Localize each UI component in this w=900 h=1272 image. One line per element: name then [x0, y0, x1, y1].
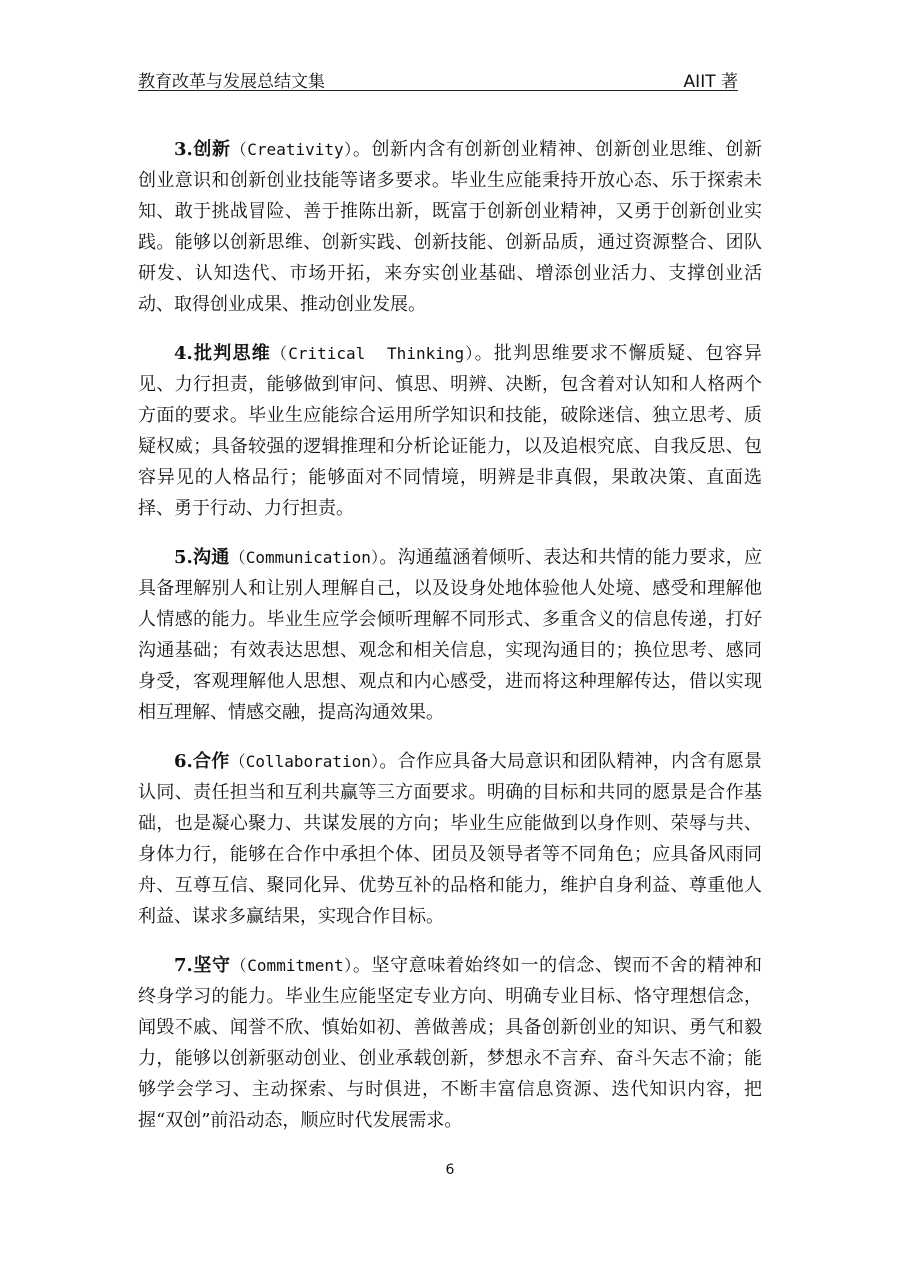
paragraph-body: 。批判思维要求不懈质疑、包容异见、力行担责，能够做到审问、慎思、明辨、决断，包含着对认知和人格两个方面的要求。毕业生应能综合运用所学知识和技能，破除迷信、独立思考、质疑权威；具备较强的逻辑推理和分析论证能力，以及追根究底、自我反思、包容异见的人格品行；能够面对不同情境，明辨是非真假，果敢决策、直面选择、勇于行动、力行担责。	[138, 343, 762, 519]
header-author: AIIT 著	[683, 72, 738, 92]
paragraph-body: 。创新内含有创新创业精神、创新创业思维、创新创业意识和创新创业技能等诸多要求。毕业生应能秉持开放心态、乐于探索未知、敢于挑战冒险、善于推陈出新，既富于创新创业精神，又勇于创新创业实践。能够以创新思维、创新实践、创新技能、创新品质，通过资源整合、团队研发、认知迭代、市场开拓，来夯实创业基础、增添创业活力、支撑创业活动、取得创业成果、推动创业发展。	[138, 139, 762, 315]
paragraph-english-term: （Commitment）	[230, 956, 353, 975]
paragraph-heading: 6.合作	[174, 751, 230, 772]
running-header	[138, 62, 738, 91]
paragraph-communication	[138, 542, 762, 728]
paragraph-heading: 3.创新	[174, 139, 231, 160]
body-text	[138, 134, 762, 1154]
paragraph-critical-thinking	[138, 338, 762, 524]
paragraph-english-term: （Critical Thinking）	[271, 344, 475, 363]
paragraph-heading: 4.批判思维	[174, 343, 271, 364]
paragraph-english-term: （Collaboration）	[229, 752, 380, 771]
paragraph-commitment	[138, 950, 762, 1136]
paragraph-body: 。沟通蕴涵着倾听、表达和共情的能力要求，应具备理解别人和让别人理解自己，以及设身处地体验他人处境、感受和理解他人情感的能力。毕业生应学会倾听理解不同形式、多重含义的信息传递，打好沟通基础；有效表达思想、观念和相关信息，实现沟通目的；换位思考、感同身受，客观理解他人思想、观点和内心感受，进而将这种理解传达，借以实现相互理解、情感交融，提高沟通效果。	[138, 547, 762, 723]
paragraph-body: 。合作应具备大局意识和团队精神，内含有愿景认同、责任担当和互利共赢等三方面要求。明确的目标和共同的愿景是合作基础，也是凝心聚力、共谋发展的方向；毕业生应能做到以身作则、荣辱与共、身体力行，能够在合作中承担个体、团员及领导者等不同角色；应具备风雨同舟、互尊互信、聚同化异、优势互补的品格和能力，维护自身利益、尊重他人利益、谋求多赢结果，实现合作目标。	[138, 751, 762, 927]
page-number: 6	[445, 1162, 455, 1178]
paragraph-creativity	[138, 134, 762, 320]
paragraph-collaboration	[138, 746, 762, 932]
paragraph-heading: 7.坚守	[174, 955, 231, 976]
paragraph-heading: 5.沟通	[174, 547, 230, 568]
paragraph-english-term: （Creativity）	[230, 140, 353, 159]
header-title: 教育改革与发展总结文集	[138, 72, 325, 92]
paragraph-body: 。坚守意味着始终如一的信念、锲而不舍的精神和终身学习的能力。毕业生应能坚定专业方向、明确专业目标、恪守理想信念，闻毁不戚、闻誉不欣、慎始如初、善做善成；具备创新创业的知识、勇气和毅力，能够以创新驱动创业、创业承载创新，梦想永不言弃、奋斗矢志不渝；能够学会学习、主动探索、与时俱进，不断丰富信息资源、迭代知识内容，把握“双创”前沿动态，顺应时代发展需求。	[138, 955, 762, 1131]
paragraph-english-term: （Communication）	[229, 548, 380, 567]
